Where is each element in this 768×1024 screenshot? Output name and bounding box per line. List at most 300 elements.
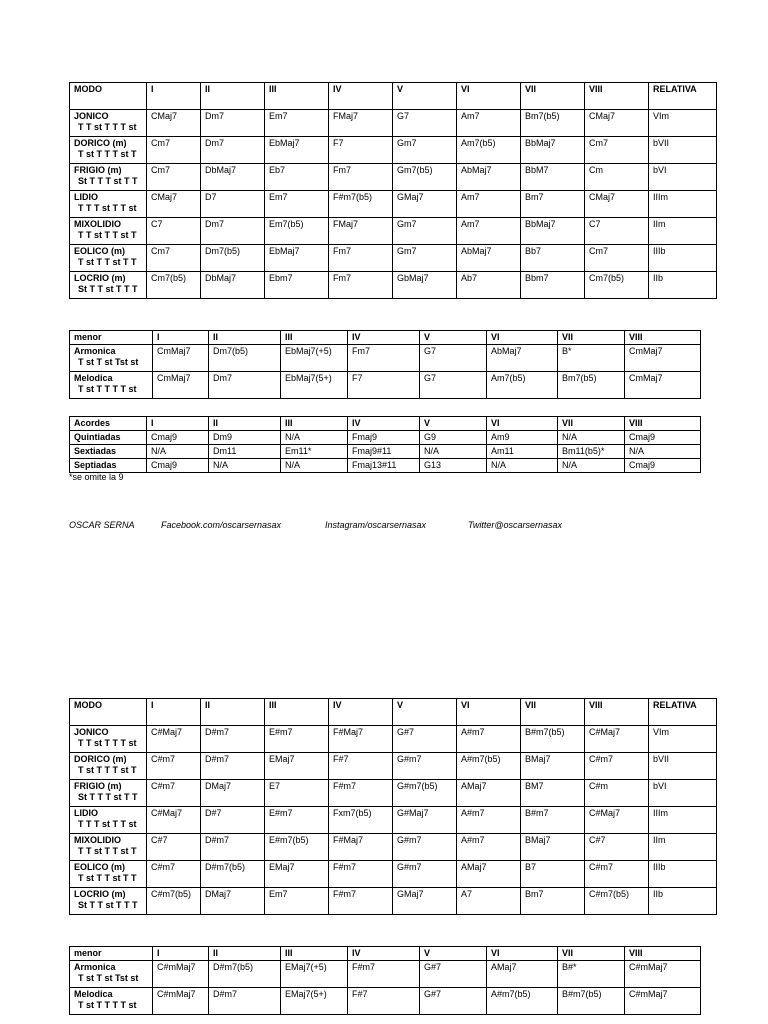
mode-name: JONICO — [74, 727, 109, 737]
chord-cell: G#7 — [420, 988, 487, 1015]
chord-cell: IIm — [649, 218, 717, 245]
mode-steps: St T T T st T T — [78, 792, 138, 802]
chord-cell: bVI — [649, 780, 717, 807]
mode-cell — [70, 726, 147, 753]
chord-cell: E7 — [265, 780, 329, 807]
mode-cell — [70, 372, 153, 399]
chord-cell: DMaj7 — [201, 780, 265, 807]
table-row — [70, 345, 701, 372]
table-row — [70, 780, 717, 807]
chord-cell: C#mMaj7 — [153, 961, 209, 988]
column-header: III — [281, 417, 348, 431]
table-row — [70, 431, 701, 445]
column-header: VII — [521, 699, 585, 726]
column-header: VII — [558, 947, 625, 961]
column-header: VII — [558, 417, 625, 431]
chord-cell: C#m7(b5) — [585, 888, 649, 915]
column-header: II — [209, 947, 281, 961]
table-row — [70, 961, 701, 988]
table-cell: G13 — [420, 459, 487, 473]
column-header: I — [147, 699, 201, 726]
column-header: VIII — [625, 947, 701, 961]
chord-cell: C#mMaj7 — [153, 988, 209, 1015]
chord-cell: CmMaj7 — [153, 372, 209, 399]
mode-cell — [70, 780, 147, 807]
table-cell: N/A — [487, 459, 558, 473]
table-cell: Dm9 — [209, 431, 281, 445]
table-row — [70, 753, 717, 780]
table-cell: Fmaj13#11 — [348, 459, 420, 473]
table-cell: N/A — [281, 431, 348, 445]
chord-cell: A#m7 — [457, 807, 521, 834]
chord-cell: F7 — [348, 372, 420, 399]
mode-name: JONICO — [74, 111, 109, 121]
column-header: MODO — [70, 699, 147, 726]
mode-steps: T st T T st T T — [78, 873, 137, 883]
table-cell: N/A — [625, 445, 701, 459]
chord-cell: CMaj7 — [585, 110, 649, 137]
modes-table-c — [69, 82, 717, 299]
mode-cell — [70, 245, 147, 272]
chord-cell: VIm — [649, 110, 717, 137]
chord-cell: Bm7(b5) — [558, 372, 625, 399]
chord-cell: BMaj7 — [521, 753, 585, 780]
chord-cell: AbMaj7 — [457, 245, 521, 272]
mode-cell — [70, 272, 147, 299]
chord-cell: AMaj7 — [457, 780, 521, 807]
column-header: MODO — [70, 83, 147, 110]
chord-cell: F#m7 — [329, 861, 393, 888]
chord-cell: G#7 — [420, 961, 487, 988]
chord-cell: BbMaj7 — [521, 137, 585, 164]
chord-cell: Cm7 — [585, 137, 649, 164]
table-cell: Fmaj9#11 — [348, 445, 420, 459]
chord-cell: GMaj7 — [393, 888, 457, 915]
chord-cell: G#m7 — [393, 753, 457, 780]
chord-cell: Am7(b5) — [457, 137, 521, 164]
chord-cell: Gm7 — [393, 245, 457, 272]
column-header: menor — [70, 947, 153, 961]
chord-cell: F#m7 — [348, 961, 420, 988]
table-cell: N/A — [558, 431, 625, 445]
chord-cell: GbMaj7 — [393, 272, 457, 299]
chord-cell: Fm7 — [348, 345, 420, 372]
chord-cell: B#m7 — [521, 807, 585, 834]
modes-table-csharp — [69, 698, 717, 915]
chord-cell: D#m7 — [209, 988, 281, 1015]
column-header: V — [393, 699, 457, 726]
chord-cell: Ebm7 — [265, 272, 329, 299]
column-header: VI — [487, 947, 558, 961]
column-header: IV — [348, 331, 420, 345]
table-row — [70, 137, 717, 164]
mode-cell — [70, 164, 147, 191]
table-cell: Cmaj9 — [625, 431, 701, 445]
mode-steps: T st T T st T T — [78, 257, 137, 267]
mode-name: EOLICO (m) — [74, 246, 125, 256]
mode-steps: T st T st Tst st — [78, 357, 139, 367]
mode-name: FRIGIO (m) — [74, 165, 122, 175]
table-cell: Fmaj9 — [348, 431, 420, 445]
chord-cell: bVI — [649, 164, 717, 191]
column-header: IV — [348, 947, 420, 961]
chord-cell: E#m7(b5) — [265, 834, 329, 861]
column-header: VIII — [585, 83, 649, 110]
chord-cell: A#m7 — [457, 834, 521, 861]
table-row — [70, 272, 717, 299]
column-header: III — [281, 331, 348, 345]
column-header: VII — [558, 331, 625, 345]
mode-cell — [70, 888, 147, 915]
mode-steps: T st T st Tst st — [78, 973, 139, 983]
chord-cell: Cm7(b5) — [585, 272, 649, 299]
column-header: RELATIVA — [649, 699, 717, 726]
column-header: VII — [521, 83, 585, 110]
chord-cell: IIIb — [649, 245, 717, 272]
mode-cell — [70, 137, 147, 164]
column-header: Acordes — [70, 417, 147, 431]
column-header: V — [393, 83, 457, 110]
chord-cell: IIb — [649, 888, 717, 915]
chords-table — [69, 416, 701, 473]
table-cell: N/A — [209, 459, 281, 473]
table-cell: Am11 — [487, 445, 558, 459]
chord-cell: Dm7 — [201, 110, 265, 137]
table-row — [70, 988, 701, 1015]
chord-cell: C#Maj7 — [147, 726, 201, 753]
chord-cell: AMaj7 — [457, 861, 521, 888]
table-row — [70, 372, 701, 399]
mode-name: Armonica — [74, 962, 116, 972]
chord-cell: AMaj7 — [487, 961, 558, 988]
chord-cell: Dm7 — [201, 218, 265, 245]
chord-cell: CMaj7 — [585, 191, 649, 218]
mode-name: LOCRIO (m) — [74, 889, 126, 899]
chord-cell: D7 — [201, 191, 265, 218]
chord-cell: Fm7 — [329, 245, 393, 272]
chord-cell: F#m7 — [329, 888, 393, 915]
mode-cell — [70, 753, 147, 780]
chord-cell: G#m7 — [393, 861, 457, 888]
mode-cell — [70, 110, 147, 137]
chord-cell: F#m7 — [329, 780, 393, 807]
table-row — [70, 218, 717, 245]
table-cell: Cmaj9 — [147, 431, 209, 445]
column-header: II — [201, 699, 265, 726]
chord-cell: IIIm — [649, 191, 717, 218]
table-row — [70, 110, 717, 137]
mode-name: LIDIO — [74, 192, 98, 202]
table-cell: N/A — [147, 445, 209, 459]
mode-steps: T T st T T T st — [78, 738, 137, 748]
table-cell: N/A — [420, 445, 487, 459]
chord-cell: EbMaj7(5+) — [281, 372, 348, 399]
table-row — [70, 459, 701, 473]
chord-cell: FMaj7 — [329, 110, 393, 137]
mode-name: Melodica — [74, 373, 113, 383]
chord-cell: bVII — [649, 137, 717, 164]
chord-cell: Em7 — [265, 888, 329, 915]
mode-name: MIXOLIDIO — [74, 219, 121, 229]
chord-cell: C#7 — [585, 834, 649, 861]
table-cell: N/A — [558, 459, 625, 473]
chord-cell: EMaj7(5+) — [281, 988, 348, 1015]
mode-steps: T T st T T st T — [78, 846, 137, 856]
table-cell: Bm11(b5)* — [558, 445, 625, 459]
table-cell: N/A — [281, 459, 348, 473]
chord-cell: A#m7(b5) — [457, 753, 521, 780]
chord-cell: bVII — [649, 753, 717, 780]
mode-cell — [70, 861, 147, 888]
chord-cell: EMaj7 — [265, 753, 329, 780]
mode-cell — [70, 961, 153, 988]
header-row — [70, 83, 717, 110]
column-header: VI — [487, 417, 558, 431]
chord-cell: BbM7 — [521, 164, 585, 191]
chord-cell: Gm7 — [393, 137, 457, 164]
chord-cell: EbMaj7 — [265, 137, 329, 164]
chord-cell: A#m7(b5) — [487, 988, 558, 1015]
table-cell: Cmaj9 — [625, 459, 701, 473]
mode-steps: T st T T T T st — [78, 1000, 137, 1010]
column-header: V — [420, 331, 487, 345]
chord-cell: D#m7 — [201, 726, 265, 753]
chord-cell: Dm7(b5) — [201, 245, 265, 272]
chord-cell: D#m7 — [201, 753, 265, 780]
mode-name: EOLICO (m) — [74, 862, 125, 872]
row-label: Sextiadas — [70, 445, 147, 459]
table-cell: Em11* — [281, 445, 348, 459]
chord-cell: C#m7 — [585, 753, 649, 780]
column-header: VI — [457, 83, 521, 110]
chord-cell: F#7 — [329, 753, 393, 780]
column-header: V — [420, 947, 487, 961]
chord-cell: Cm7(b5) — [147, 272, 201, 299]
table-row — [70, 164, 717, 191]
chord-cell: Fxm7(b5) — [329, 807, 393, 834]
chord-cell: CMaj7 — [147, 110, 201, 137]
mode-name: DORICO (m) — [74, 754, 127, 764]
chord-cell: Em7 — [265, 110, 329, 137]
instagram-link[interactable]: Instagram/oscarsernasax — [325, 520, 427, 530]
chord-cell: C#m7 — [147, 780, 201, 807]
table-cell: G9 — [420, 431, 487, 445]
chord-cell: Fm7 — [329, 272, 393, 299]
chord-cell: Bm7(b5) — [521, 110, 585, 137]
chord-cell: Bbm7 — [521, 272, 585, 299]
header-row — [70, 699, 717, 726]
twitter-link[interactable]: Twitter@oscarsernasax — [468, 520, 562, 530]
chord-cell: DbMaj7 — [201, 272, 265, 299]
chords-footnote: *se omite la 9 — [69, 472, 124, 482]
header-row — [70, 331, 701, 345]
mode-cell — [70, 345, 153, 372]
chord-cell: F#Maj7 — [329, 726, 393, 753]
header-row — [70, 417, 701, 431]
column-header: menor — [70, 331, 153, 345]
chord-cell: C#m7(b5) — [147, 888, 201, 915]
column-header: IV — [348, 417, 420, 431]
chord-cell: EbMaj7(+5) — [281, 345, 348, 372]
chord-cell: C#Maj7 — [585, 807, 649, 834]
column-header: II — [209, 331, 281, 345]
chord-cell: Ab7 — [457, 272, 521, 299]
mode-steps: T T T st T T st — [78, 819, 137, 829]
chord-cell: C7 — [147, 218, 201, 245]
chord-cell: Cm7 — [585, 245, 649, 272]
chord-cell: Gm7 — [393, 218, 457, 245]
column-header: I — [153, 947, 209, 961]
table-row — [70, 245, 717, 272]
chord-cell: DbMaj7 — [201, 164, 265, 191]
mode-steps: T T st T T T st — [78, 122, 137, 132]
mode-cell — [70, 218, 147, 245]
chord-cell: Fm7 — [329, 164, 393, 191]
chord-cell: BMaj7 — [521, 834, 585, 861]
chord-cell: C#m7 — [147, 753, 201, 780]
chord-cell: B#* — [558, 961, 625, 988]
table-row — [70, 888, 717, 915]
header-row — [70, 947, 701, 961]
facebook-link[interactable]: Facebook.com/oscarsernasax — [161, 520, 282, 530]
chord-cell: C#Maj7 — [147, 807, 201, 834]
chord-cell: DMaj7 — [201, 888, 265, 915]
column-header: VI — [457, 699, 521, 726]
chord-cell: F#m7(b5) — [329, 191, 393, 218]
chord-cell: F#7 — [348, 988, 420, 1015]
mode-cell — [70, 807, 147, 834]
chord-cell: E#m7 — [265, 807, 329, 834]
chord-cell: C#Maj7 — [585, 726, 649, 753]
chord-cell: C#mMaj7 — [625, 988, 701, 1015]
chord-cell: F#Maj7 — [329, 834, 393, 861]
column-header: VIII — [625, 331, 701, 345]
chord-cell: Cm7 — [147, 164, 201, 191]
chord-cell: Em7(b5) — [265, 218, 329, 245]
column-header: IV — [329, 83, 393, 110]
table-row — [70, 445, 701, 459]
mode-steps: T st T T T st T — [78, 149, 137, 159]
chord-cell: Bm7 — [521, 888, 585, 915]
chord-cell: GMaj7 — [393, 191, 457, 218]
chord-cell: Eb7 — [265, 164, 329, 191]
table-cell: Am9 — [487, 431, 558, 445]
chord-cell: C#7 — [147, 834, 201, 861]
chord-cell: C#m7 — [585, 861, 649, 888]
chord-cell: G#Maj7 — [393, 807, 457, 834]
chord-cell: A7 — [457, 888, 521, 915]
chord-cell: G7 — [420, 372, 487, 399]
chord-cell: C#m7 — [147, 861, 201, 888]
chord-cell: B7 — [521, 861, 585, 888]
minor-table-csharp — [69, 946, 701, 1015]
chord-cell: C#mMaj7 — [625, 961, 701, 988]
chord-cell: EMaj7 — [265, 861, 329, 888]
chord-cell: D#m7 — [201, 834, 265, 861]
mode-cell — [70, 988, 153, 1015]
mode-name: LIDIO — [74, 808, 98, 818]
mode-name: FRIGIO (m) — [74, 781, 122, 791]
chord-cell: Dm7 — [201, 137, 265, 164]
table-row — [70, 834, 717, 861]
column-header: III — [265, 699, 329, 726]
chord-cell: IIm — [649, 834, 717, 861]
column-header: VIII — [585, 699, 649, 726]
chord-cell: Am7 — [457, 191, 521, 218]
column-header: VI — [487, 331, 558, 345]
mode-steps: T st T T T T st — [78, 384, 137, 394]
chord-cell: Am7 — [457, 218, 521, 245]
chord-cell: Bb7 — [521, 245, 585, 272]
chord-cell: CMaj7 — [147, 191, 201, 218]
chord-cell: IIIb — [649, 861, 717, 888]
chord-cell: BbMaj7 — [521, 218, 585, 245]
chord-cell: EMaj7(+5) — [281, 961, 348, 988]
chord-cell: E#m7 — [265, 726, 329, 753]
chord-cell: G7 — [393, 110, 457, 137]
chord-cell: B* — [558, 345, 625, 372]
chord-cell: C#m — [585, 780, 649, 807]
chord-cell: AbMaj7 — [457, 164, 521, 191]
chord-cell: Dm7(b5) — [209, 345, 281, 372]
chord-cell: IIIm — [649, 807, 717, 834]
table-row — [70, 191, 717, 218]
chord-cell: Am7 — [457, 110, 521, 137]
author-name: OSCAR SERNA — [69, 520, 135, 530]
chord-cell: F7 — [329, 137, 393, 164]
chord-cell: G#7 — [393, 726, 457, 753]
chord-cell: G#m7(b5) — [393, 780, 457, 807]
column-header: I — [147, 417, 209, 431]
column-header: I — [147, 83, 201, 110]
mode-name: DORICO (m) — [74, 138, 127, 148]
mode-steps: T T T st T T st — [78, 203, 137, 213]
mode-cell — [70, 834, 147, 861]
mode-name: Melodica — [74, 989, 113, 999]
minor-table-c — [69, 330, 701, 399]
mode-steps: T st T T T st T — [78, 765, 137, 775]
chord-cell: CmMaj7 — [153, 345, 209, 372]
column-header: RELATIVA — [649, 83, 717, 110]
chord-cell: Dm7 — [209, 372, 281, 399]
chord-cell: C7 — [585, 218, 649, 245]
column-header: III — [265, 83, 329, 110]
chord-cell: CmMaj7 — [625, 345, 701, 372]
mode-name: MIXOLIDIO — [74, 835, 121, 845]
chord-cell: G7 — [420, 345, 487, 372]
column-header: III — [281, 947, 348, 961]
column-header: V — [420, 417, 487, 431]
column-header: IV — [329, 699, 393, 726]
column-header: VIII — [625, 417, 701, 431]
chord-cell: Em7 — [265, 191, 329, 218]
chord-cell: Bm7 — [521, 191, 585, 218]
table-row — [70, 807, 717, 834]
table-cell: Dm11 — [209, 445, 281, 459]
chord-cell: EbMaj7 — [265, 245, 329, 272]
chord-cell: A#m7 — [457, 726, 521, 753]
mode-steps: St T T T st T T — [78, 176, 138, 186]
mode-steps: St T T st T T T — [78, 284, 138, 294]
chord-cell: B#m7(b5) — [558, 988, 625, 1015]
chord-cell: Cm7 — [147, 137, 201, 164]
table-cell: Cmaj9 — [147, 459, 209, 473]
mode-steps: St T T st T T T — [78, 900, 138, 910]
row-label: Septiadas — [70, 459, 147, 473]
chord-cell: Cm — [585, 164, 649, 191]
chord-cell: CmMaj7 — [625, 372, 701, 399]
column-header: I — [153, 331, 209, 345]
